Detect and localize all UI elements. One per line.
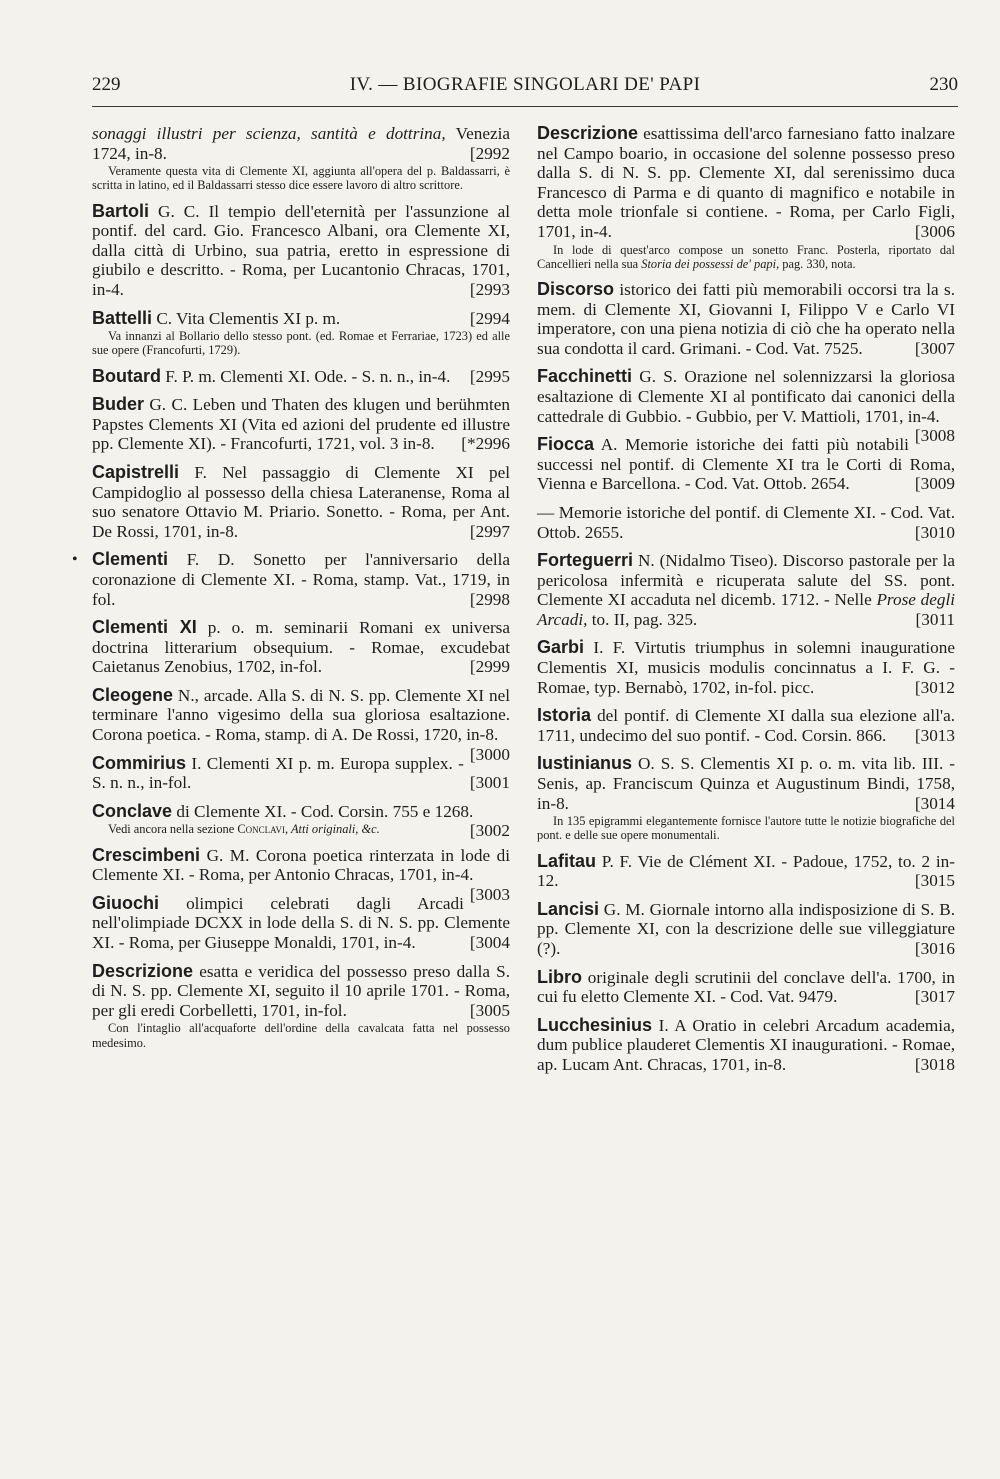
header-rule bbox=[92, 106, 958, 107]
entry-text: olimpici celebrati dagli Arcadi nell'olimpiade DCXX in lode della S. di N. S. pp. Clemente XI. - Roma, per Giuseppe Monaldi, 1701, in-4. bbox=[92, 893, 510, 953]
entry-number: [2997 bbox=[469, 521, 510, 541]
entry-heading: Descrizione bbox=[92, 960, 194, 981]
entry-text: F. D. Sonetto per l'anniversario della coronazione di Clemente XI. - Roma, stamp. Vat., 1719, in fol. bbox=[92, 550, 510, 609]
entry-note bbox=[537, 243, 955, 271]
entry-heading: Fiocca bbox=[537, 434, 595, 455]
entry-number: [3009 bbox=[914, 474, 955, 494]
entry-number: [3005 bbox=[469, 1000, 510, 1020]
entry-text: F. Nel passaggio di Clemente XI pel Campidoglio al possesso della chiesa Lateranense, Roma al suo senatore Ottavio M. Priario. Sonetto. - Roma, per Ant. De Rossi, 1701, in-8. bbox=[92, 462, 510, 541]
entry-heading: Clementi bbox=[92, 549, 169, 570]
entry-heading: Libro bbox=[537, 966, 582, 987]
entry bbox=[537, 852, 955, 891]
running-header bbox=[92, 74, 958, 102]
entry-text: N., arcade. Alla S. di N. S. pp. Clemente XI nel terminare l'anno vigesimo della sua gloriosa esaltazione. Corona poetica. - Roma, stamp. di A. De Rossi, 1720, in-8. bbox=[92, 685, 510, 745]
entry-number: [2993 bbox=[469, 279, 510, 299]
entry-heading: Lancisi bbox=[537, 898, 600, 919]
entry bbox=[537, 754, 955, 842]
entry-note bbox=[92, 822, 510, 836]
note-text: In lode di quest'arco compose un sonetto Franc. Posterla, riportato dal Cancellieri nella sua bbox=[537, 242, 955, 271]
entry bbox=[92, 395, 510, 454]
entry-number: [3012 bbox=[914, 677, 955, 697]
entry-text: esatta e veridica del possesso preso dalla S. di N. S. pp. Clemente XI, seguito il 10 aprile 1701. - Roma, per gli eredi Corbelletti, 1701, in-fol. bbox=[92, 961, 510, 1020]
entry-note: Con l'intaglio all'acquaforte dell'ordine della cavalcata fatta nel possesso medesimo. bbox=[92, 1021, 510, 1050]
entry-number: [3003 bbox=[469, 884, 510, 904]
note-smallcaps: Conclavi bbox=[237, 822, 285, 837]
entry-heading: Lucchesinius bbox=[537, 1014, 653, 1035]
entry-text: G. C. Il tempio dell'eternità per l'assunzione al pontif. del card. Gio. Francesco Albani, ora Clemente XI, dalla città di Urbino, sua patria, eretto in espressione di giubilo e descritto. - Roma, per Lucantonio Chracas, 1701, in-4. bbox=[92, 201, 510, 299]
entry-number: [*2996 bbox=[461, 434, 510, 454]
entry-heading: Istoria bbox=[537, 705, 592, 726]
entry-heading: Commirius bbox=[92, 752, 187, 773]
entry-italic-text: sonaggi illustri per scienza, santità e dottrina, bbox=[92, 124, 446, 143]
entry-number: [3014 bbox=[914, 793, 955, 813]
note-italic: , Atti originali, &c. bbox=[284, 822, 380, 837]
entry-number: [3010 bbox=[914, 522, 955, 542]
entry bbox=[92, 962, 510, 1050]
entry bbox=[92, 618, 510, 677]
note-text: Vedi ancora nella sezione bbox=[108, 822, 238, 837]
entry-text: del pontif. di Clemente XI dalla sua elezione all'a. 1711, undecimo del suo pontif. - Cod. Corsin. 866. bbox=[537, 706, 955, 745]
entry-heading: Buder bbox=[92, 394, 145, 415]
entry bbox=[92, 202, 510, 300]
right-column bbox=[537, 124, 955, 1084]
entry-number: [3004 bbox=[469, 933, 510, 953]
entry-number: [3013 bbox=[914, 725, 955, 745]
entry bbox=[537, 435, 955, 494]
entry-text: to. II, pag. 325. bbox=[587, 609, 698, 629]
entry-italic-text: Prose degli Arcadi, bbox=[537, 590, 955, 629]
entry-text: G. C. Leben und Thaten des klugen und berühmten Papstes Clements XI (Vita ed azioni del prudente ed illustre pp. Clemente XI). - Francofurti, 1721, vol. 3 in-8. bbox=[92, 395, 510, 454]
entry-text: di Clemente XI. - Cod. Corsin. 755 e 1268. bbox=[172, 801, 474, 821]
entry-number: [2999 bbox=[469, 657, 510, 677]
entry bbox=[537, 503, 955, 542]
entry-heading: Giuochi bbox=[92, 892, 159, 913]
entry-text: Venezia 1724, in-8. bbox=[92, 124, 510, 163]
entry-heading: Iustinianus bbox=[537, 753, 633, 774]
entry bbox=[537, 280, 955, 358]
entry-note: Va innanzi al Bollario dello stesso pont. (ed. Romae et Ferrariae, 1723) ed alle sue opere (Francofurti, 1729). bbox=[92, 329, 510, 358]
page-number-left: 229 bbox=[92, 74, 121, 95]
entry bbox=[537, 551, 955, 629]
entry-text: istorico dei fatti più memorabili occorsi tra la s. mem. di Clemente XI, Giovanni I, Filippo V e Carlo VI imperatore, con una piena notizia di ciò che ha operato nella sua condotta il card. Grimani. - Cod. Vat. 7525. bbox=[537, 279, 955, 358]
entry-heading: Conclave bbox=[92, 800, 173, 821]
entry-number: [2998 bbox=[469, 589, 510, 609]
entry-heading: Clementi XI bbox=[92, 617, 197, 638]
entry-number: [2992 bbox=[469, 143, 510, 163]
entry bbox=[537, 638, 955, 697]
entry bbox=[92, 124, 510, 193]
entry-text: — Memorie istoriche del pontif. di Clemente XI. - Cod. Vat. Ottob. 2655. bbox=[537, 502, 955, 542]
entry bbox=[92, 463, 510, 541]
entry bbox=[92, 367, 510, 387]
entry-heading: Capistrelli bbox=[92, 461, 180, 482]
entry bbox=[537, 968, 955, 1007]
note-text: pag. 330, nota. bbox=[779, 256, 856, 271]
entry-note: Veramente questa vita di Clemente XI, aggiunta all'opera del p. Baldassarri, è scritta in latino, ed il Baldassarri stesso dice essere lavoro di altro scrittore. bbox=[92, 164, 510, 193]
entry-text: G. M. Corona poetica rinterzata in lode di Clemente XI. - Roma, per Antonio Chracas, 1701, in-4. bbox=[92, 845, 510, 885]
entry-heading: Battelli bbox=[92, 307, 153, 328]
entry-heading: Discorso bbox=[537, 278, 615, 299]
entry-heading: Facchinetti bbox=[537, 366, 633, 387]
entry-text: esattissima dell'arco farnesiano fatto inalzare nel Campo boario, in occasione del solenne possesso preso dalla S. di N. S. pp. Clemente XI, dal serenissimo duca Francesco di Parma e di quanto di magnifico e notabile in detta mole trionfale si contiene. - Roma, per Carlo Figli, 1701, in-4. bbox=[537, 124, 955, 241]
entry-text: P. F. Vie de Clément XI. - Padoue, 1752, to. 2 in-12. bbox=[537, 851, 955, 891]
entry-number: [3011 bbox=[915, 609, 955, 629]
chapter-title: IV. — BIOGRAFIE SINGOLARI DE' PAPI bbox=[349, 74, 701, 95]
entry-number: [3000 bbox=[469, 744, 510, 764]
entry bbox=[537, 124, 955, 271]
entry-number: [3015 bbox=[914, 871, 955, 891]
entry-heading: Forteguerri bbox=[537, 550, 634, 571]
entry-text: p. o. m. seminarii Romani ex universa doctrina litterarium obsequium. - Romae, excudebat Caietanus Zenobius, 1702, in-fol. bbox=[92, 618, 510, 677]
entry-number: [3018 bbox=[914, 1054, 955, 1074]
bullet-mark: • bbox=[72, 551, 78, 569]
entry-text: G. S. Orazione nel solennizzarsi la gloriosa esaltazione di Clemente XI al pontificato dai canonici della cattedrale di Gubbio. - Gubbio, per V. Mattioli, 1701, in-4. bbox=[537, 367, 955, 426]
entry bbox=[92, 800, 510, 841]
entry-note: In 135 epigrammi elegantemente fornisce l'autore tutte le notizie biografiche del pont. e delle sue opere monumentali. bbox=[537, 814, 955, 843]
entry-text: I. A Oratio in celebri Arcadum academia, dum publice plauderet Clementis XI inaugurationi. - Romae, ap. Lucam Ant. Chracas, 1701, in-8. bbox=[537, 1015, 955, 1074]
entry-text: C. Vita Clementis XI p. m. bbox=[152, 308, 341, 328]
entry-number: [3017 bbox=[914, 987, 955, 1007]
entry-text: I. F. Virtutis triumphus in solemni inauguratione Clementis XI, musicis modulis concinnatus a I. F. G. - Romae, typ. Bernabò, 1702, in-fol. picc. bbox=[537, 638, 955, 697]
entry-heading: Cleogene bbox=[92, 684, 174, 705]
entry-text: I. Clementi XI p. m. Europa supplex. - S. n. n., in-fol. bbox=[92, 753, 464, 793]
entry-heading: Garbi bbox=[537, 637, 585, 658]
entry-number: [3002 bbox=[469, 821, 510, 841]
page-number-right: 230 bbox=[929, 74, 958, 95]
entry bbox=[72, 549, 510, 609]
entry-number: [3001 bbox=[469, 773, 510, 793]
entry-number: [2995 bbox=[469, 366, 510, 386]
entry-number: [2994 bbox=[469, 308, 510, 328]
entry-text: N. (Nidalmo Tiseo). Discorso pastorale per la pericolosa infermità e ricuperata salute del SS. pont. Clemente XI accaduta nel dicemb. 1712. - Nelle bbox=[537, 551, 955, 610]
entry bbox=[92, 894, 510, 953]
entry-text: F. P. m. Clementi XI. Ode. - S. n. n., in-4. bbox=[161, 366, 451, 386]
entry-text: A. Memorie istoriche dei fatti più notabili successi nel pontif. di Clemente XI tra le Corti di Roma, Vienna e Barcellona. - Cod. Vat. Ottob. 2654. bbox=[537, 435, 955, 494]
entry-number: [3016 bbox=[914, 939, 955, 958]
entry-heading: Boutard bbox=[92, 365, 161, 386]
entry-heading: Crescimbeni bbox=[92, 844, 201, 865]
entry-number: [3007 bbox=[914, 338, 955, 358]
entry-number: [3008 bbox=[914, 426, 955, 446]
entry bbox=[537, 1016, 955, 1075]
entry-text: G. M. Giornale intorno alla indisposizione di S. B. pp. Clemente XI, con la descrizione delle sue villeggiature (?). bbox=[537, 899, 955, 958]
entry-text: originale degli scrutinii del conclave dell'a. 1700, in cui fu eletto Clemente XI. - Cod. Vat. 9479. bbox=[537, 967, 955, 1007]
entry-text: O. S. S. Clementis XI p. o. m. vita lib. III. - Senis, ap. Franciscum Quinza et Augustinum Bindi, 1758, in-8. bbox=[537, 754, 955, 813]
note-italic: Storia dei possessi de' papi, bbox=[641, 256, 780, 271]
entry-heading: Descrizione bbox=[537, 123, 639, 143]
entry-heading: Lafitau bbox=[537, 850, 597, 871]
entry-heading: Bartoli bbox=[92, 200, 150, 221]
entry bbox=[537, 706, 955, 745]
entry bbox=[92, 309, 510, 358]
left-column bbox=[72, 124, 510, 1059]
entry bbox=[92, 754, 510, 793]
entry bbox=[537, 900, 955, 959]
entry-number: [3006 bbox=[914, 221, 955, 241]
